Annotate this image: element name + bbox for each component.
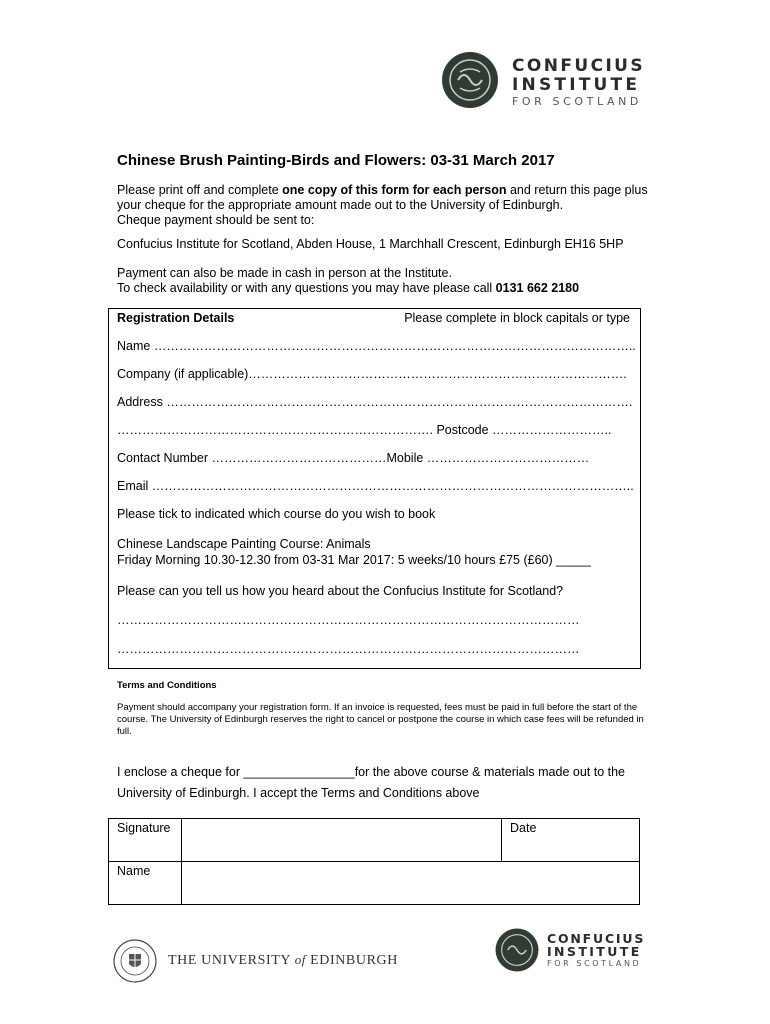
logo-line-1: CONFUCIUS — [547, 931, 646, 946]
heard-answer-line-1[interactable]: ………………………………………………………………………………………………… — [117, 613, 580, 627]
confucius-logo-top — [440, 50, 660, 114]
page-title: Chinese Brush Painting-Birds and Flowers: 03-31 March 2017 — [117, 152, 555, 169]
phone-number: 0131 662 2180 — [495, 281, 580, 295]
heard-answer-line-2[interactable]: ………………………………………………………………………………………………… — [117, 642, 580, 656]
call-text: To check availability or with any questions you may have please call — [117, 281, 496, 295]
edinburgh-of: of — [294, 952, 306, 967]
company-field[interactable]: Company (if applicable)………………………………………………………………………………. — [117, 367, 627, 381]
enclose-statement: I enclose a cheque for ________________for the above course & materials made out to the University of Edinburgh. I accept the Terms and Conditions above — [117, 765, 625, 800]
terms-heading: Terms and Conditions — [117, 680, 217, 691]
contact-mobile-field[interactable]: Contact Number ……………………………………Mobile ………………………………… — [117, 451, 590, 465]
date-label: Date — [510, 821, 537, 835]
logo-line-1: CONFUCIUS — [512, 56, 646, 76]
heard-question: Please can you tell us how you heard about the Confucius Institute for Scotland? — [117, 584, 564, 598]
registration-box — [108, 308, 641, 669]
email-field[interactable]: Email …………………………………………………………………………………………………….. — [117, 479, 634, 493]
intro-text-bold: one copy of this form for each person — [282, 183, 507, 197]
edinburgh-logo — [112, 938, 402, 988]
name-label: Name — [109, 862, 182, 905]
edinburgh-crest-icon — [112, 938, 158, 984]
intro-paragraph — [117, 183, 657, 228]
logo-line-2: INSTITUTE — [512, 75, 641, 95]
signature-name-field[interactable] — [182, 862, 640, 905]
confucius-seal-icon — [494, 927, 540, 973]
course-detail-tick[interactable]: Friday Morning 10.30-12.30 from 03-31 Mar 2017: 5 weeks/10 hours £75 (£60) _____ — [117, 553, 591, 567]
edinburgh-post: EDINBURGH — [306, 953, 398, 968]
cash-text: Payment can also be made in cash in person at the Institute. — [117, 266, 452, 280]
logo-line-3: FOR SCOTLAND — [512, 95, 642, 108]
course-name: Chinese Landscape Painting Course: Animals — [117, 537, 371, 551]
intro-text-a: Please print off and complete — [117, 183, 283, 197]
address2-postcode-field[interactable]: …………………………………………………………………. Postcode ……………………….. — [117, 423, 612, 437]
signature-table — [108, 818, 640, 905]
registration-heading: Registration Details — [117, 311, 235, 325]
name-field[interactable]: Name …………………………………………………………………………………………………….. — [117, 339, 636, 353]
logo-line-3: FOR SCOTLAND — [547, 959, 642, 968]
intro-text-c: and return this page plus your cheque for the appropriate amount made out to the University of Edinburgh. — [117, 183, 648, 212]
address-field[interactable]: Address …………………………………………………………………………………………………. — [117, 395, 633, 409]
registration-note: Please complete in block capitals or type — [404, 311, 630, 325]
confucius-seal-icon — [440, 50, 500, 110]
edinburgh-pre: THE UNIVERSITY — [168, 953, 295, 968]
tick-instruction: Please tick to indicated which course do you wish to book — [117, 507, 436, 521]
intro-text-d: Cheque payment should be sent to: — [117, 213, 315, 227]
edinburgh-wordmark — [168, 952, 398, 969]
signature-label: Signature — [109, 819, 182, 862]
cash-paragraph — [117, 266, 579, 296]
confucius-logo-bottom — [494, 927, 654, 977]
terms-body: Payment should accompany your registration form. If an invoice is requested, fees must be paid in full before the start of the course. The University of Edinburgh reserves the right to cancel or postpone the course in which case fees will be refunded in full. — [117, 702, 644, 737]
date-field[interactable] — [502, 819, 640, 862]
logo-line-2: INSTITUTE — [547, 944, 642, 959]
signature-field[interactable] — [182, 819, 502, 862]
postal-address: Confucius Institute for Scotland, Abden House, 1 Marchhall Crescent, Edinburgh EH16 5HP — [117, 237, 624, 251]
